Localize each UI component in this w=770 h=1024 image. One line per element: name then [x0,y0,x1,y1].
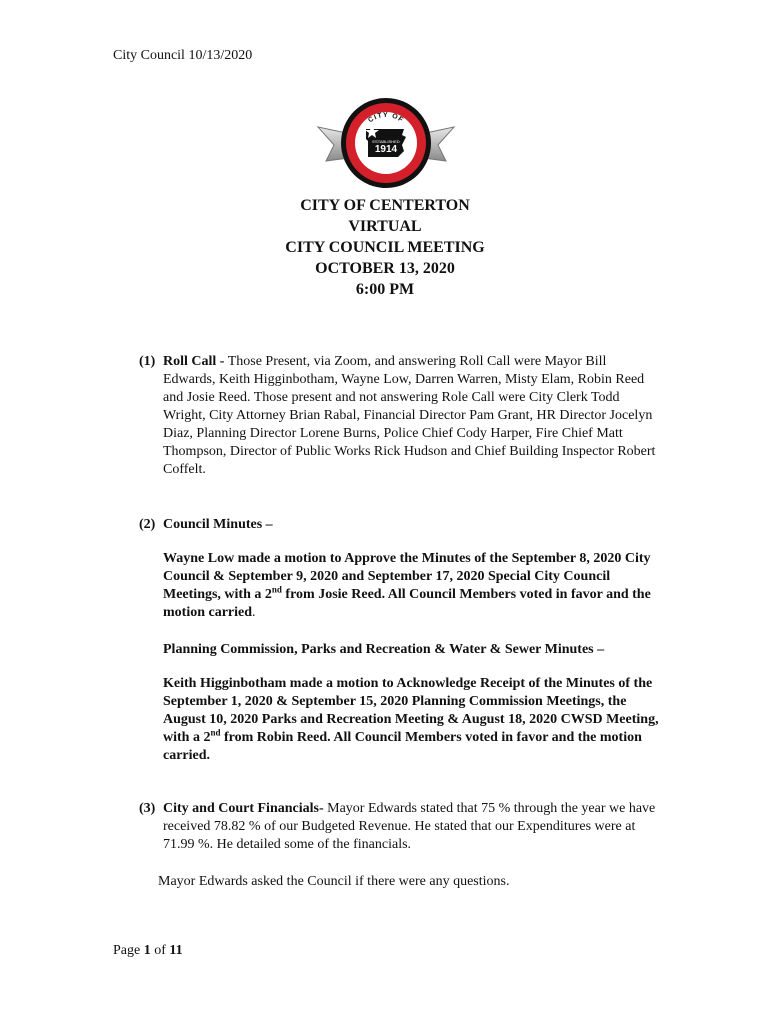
title-line-date: OCTOBER 13, 2020 [315,260,455,277]
ordinal-suffix: nd [210,727,221,738]
page-number: 1 [143,943,151,958]
page-label: Page [113,943,144,958]
page-of: of [150,943,170,958]
title-line-city: CITY OF CENTERTON [300,197,470,214]
seal-established-text: ESTABLISHED [372,139,400,144]
item-heading: Roll Call - [163,354,225,369]
motion-text-end: from Robin Reed. All Council Members voted in favor and the motion carried. [163,730,642,763]
subheading-commission-minutes: Planning Commission, Parks and Recreation & Water & Sewer Minutes – [163,642,605,657]
seal-top-text: CITY OF [367,111,405,125]
running-header: City Council 10/13/2020 [113,48,253,63]
agenda-item-roll-call [139,353,659,479]
motion-text-end: from Josie Reed. All Council Members voted in favor and the motion carried [163,587,651,620]
item-number: (1) [139,354,156,369]
motion-council-minutes [163,550,663,622]
item-text: Mayor Edwards stated that 75 % through the year we have received 78.82 % of our Budgeted Revenue. He stated that our Expenditures were at 71.99 %. He detailed some of the financials. [163,801,656,852]
motion-commission-minutes [163,675,663,765]
item-heading: City and Court Financials- [163,801,324,816]
motion-period: . [252,605,256,620]
title-line-time: 6:00 PM [355,281,415,298]
agenda-item-council-minutes [139,516,659,534]
item-heading: Council Minutes – [163,517,273,532]
item-number: (3) [139,801,156,816]
meeting-title [0,195,770,300]
city-seal-logo [316,95,456,190]
page-footer [113,943,183,959]
ordinal-suffix: nd [271,584,282,595]
seal-year-text: 1914 [374,144,398,155]
item-number: (2) [139,517,156,532]
title-line-meeting: CITY COUNCIL MEETING [285,239,485,256]
page-total: 11 [169,943,183,958]
agenda-item-financials [139,800,659,854]
motion-text: Wayne Low made a motion to Approve the Minutes of the September 8, 2020 City Council & September 9, 2020 and September 17, 2020 Special City Council Meetings, with a 2 [163,551,651,602]
title-line-virtual: VIRTUAL [348,218,422,235]
item-text: Those Present, via Zoom, and answering Roll Call were Mayor Bill Edwards, Keith Higginbotham, Wayne Low, Darren Warren, Misty Elam, Robin Reed and Josie Reed. Those present and not answering Role Call were City Clerk Todd Wright, City Attorney Brian Rabal, Financial Director Pam Grant, HR Director Jocelyn Diaz, Planning Director Lorene Burns, Police Chief Cody Harper, Fire Chief Matt Thompson, Director of Public Works Rick Hudson and Chief Building Inspector Robert Coffelt. [163,354,656,477]
motion-text: Keith Higginbotham made a motion to Acknowledge Receipt of the Minutes of the September 1, 2020 & September 15, 2020 Planning Commission Meetings, the August 10, 2020 Parks and Recreation Meeting & August 18, 2020 CWSD Meeting, with a 2 [163,676,659,745]
closing-paragraph: Mayor Edwards asked the Council if there were any questions. [158,874,510,889]
